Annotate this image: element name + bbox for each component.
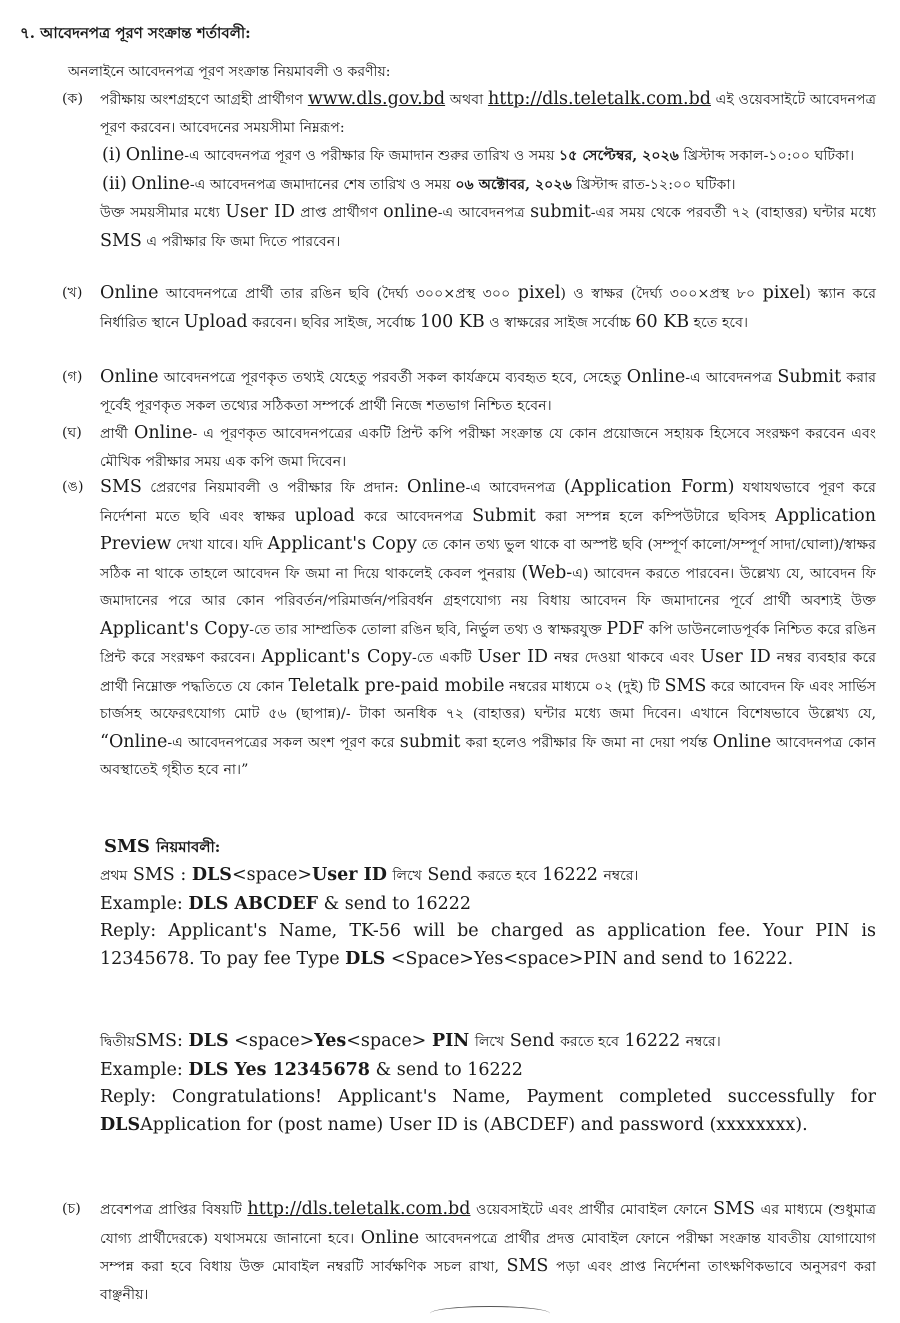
text: দেখা যাবে। যদি bbox=[176, 537, 263, 553]
term: online bbox=[383, 202, 438, 222]
item-marker: (ক) bbox=[62, 91, 83, 107]
term: (Application Form) bbox=[563, 477, 735, 497]
text: এ পরীক্ষার ফি জমা দিতে পারবেন। bbox=[146, 233, 341, 250]
code: Yes bbox=[314, 1031, 347, 1051]
text: নম্বরে। bbox=[685, 1034, 721, 1050]
term: Application Preview bbox=[100, 505, 876, 554]
sms-label: SMS : bbox=[132, 865, 187, 885]
term: User ID bbox=[700, 647, 771, 667]
item-marker: (গ) bbox=[62, 369, 83, 385]
first-sms-example bbox=[100, 891, 876, 919]
term: Online bbox=[712, 731, 772, 752]
section-heading: ৭. আবেদনপত্র পূরণ সংক্রান্ত শর্তাবলী: bbox=[20, 24, 251, 42]
text: যথাযথভাবে পূরণ করে নির্দেশনা মতে ছবি এবং স্বাক্ষর bbox=[100, 480, 876, 525]
term: SMS bbox=[100, 230, 142, 251]
text: হতে হবে। bbox=[693, 314, 749, 331]
sms-label: SMS: bbox=[135, 1031, 183, 1051]
text: -তে একটি bbox=[411, 650, 472, 666]
website-link[interactable]: www.dls.gov.bd bbox=[307, 89, 446, 109]
text: লিখে bbox=[392, 868, 422, 884]
item-marker: (চ) bbox=[62, 1201, 81, 1217]
term: Submit bbox=[777, 367, 842, 387]
text: প্রবেশপত্র প্রাপ্তির বিষয়টি bbox=[100, 1202, 242, 1218]
text: করে আবেদন ফি এবং সার্ভিস চার্জসহ অফেরৎযোগ্য মোট ৫৬ (ছাপান্ন)/- টাকা অনধিক ৭২ (বাহাত্তর) ঘন্টার মধ্যে জমা দিবেন। এখানে বিশেষভাবে উল্লেখ্য যে, bbox=[100, 678, 877, 722]
text: নম্বরে। bbox=[603, 868, 639, 884]
text: এ) আবেদন করতে পারবেন। উল্লেখ্য যে, আবেদন ফি জমাদানের পরে আর কোন পরিবর্তন/পরিমার্জন/পরিবর্ধন গ্রহণযোগ্য নয় বিধায় আবেদন ফি জমাদানের পূর্বে প্রার্থী অবশ্যই উক্ত bbox=[100, 565, 877, 609]
first-sms-reply bbox=[100, 918, 876, 973]
term: pixel bbox=[762, 283, 806, 303]
label: প্রথম bbox=[100, 868, 128, 884]
teletalk-link[interactable]: http://dls.teletalk.com.bd bbox=[487, 89, 711, 109]
fee-note bbox=[100, 199, 876, 256]
item-text: এই ওয়েবসাইটে আবেদনপত্র পূরণ করবেন। আবেদনের সময়সীমা নিম্নরূপ: bbox=[100, 92, 876, 136]
text: ) ও স্বাক্ষর (দৈর্ঘ্য ৩০০×প্রস্থ ৮০ bbox=[560, 286, 756, 302]
text: ওয়েবসাইটে এবং প্রার্থীর মোবাইল ফোনে bbox=[476, 1202, 708, 1218]
second-sms-instruction bbox=[100, 1028, 876, 1057]
text: আবেদনপত্রে প্রার্থীর প্রদত্ত মোবাইল ফোনে পরীক্ষা সংক্রান্ত যাবতীয় যোগাযোগ সম্পন্ন করা হবে বিধায় উক্ত মোবাইল নম্বরটি সার্বক্ষণিক সচল রাখা, bbox=[100, 1230, 876, 1275]
reply-text: Reply: Applicant's Name, TK-56 will be charged as application fee. Your PIN is 12345678. To pay fee Type bbox=[100, 921, 876, 969]
item-marker: (খ) bbox=[62, 285, 83, 301]
teletalk-link[interactable]: http://dls.teletalk.com.bd bbox=[247, 1199, 471, 1219]
second-sms-block bbox=[100, 1028, 876, 1139]
term: User ID bbox=[477, 647, 549, 667]
text: Send bbox=[509, 1031, 555, 1051]
page-edge-mark bbox=[430, 1306, 550, 1321]
space-token: <space> bbox=[234, 1031, 315, 1051]
sms-word: SMS bbox=[104, 836, 150, 857]
term: pixel bbox=[517, 283, 561, 303]
text: করার পূর্বেই পূরণকৃত সকল তথ্যের সঠিকতা সম্পর্কে প্রার্থী নিজে শতভাগ নিশ্চিত হবেন। bbox=[100, 370, 877, 414]
text: Send bbox=[427, 865, 473, 885]
term: Applicant's Copy bbox=[267, 534, 417, 554]
text: ও স্বাক্ষরের সাইজ সর্বোচ্চ bbox=[489, 314, 631, 331]
intro-line: অনলাইনে আবেদনপত্র পূরণ সংক্রান্ত নিয়মাবলী ও করণীয়: bbox=[68, 64, 391, 80]
example-code: DLS Yes 12345678 bbox=[188, 1059, 370, 1080]
code: PIN bbox=[431, 1031, 470, 1051]
text: -এ আবেদনপত্রের সকল অংশ পূরণ করে bbox=[167, 734, 395, 751]
text: আবেদনপত্রে পূরণকৃত তথ্যই যেহেতু পরবর্তী সকল কার্যক্রমে ব্যবহৃত হবে, সেহেতু bbox=[163, 370, 622, 386]
text: উক্ত সময়সীমার মধ্যে bbox=[100, 205, 220, 221]
text: -এর সময় থেকে পরবর্তী ৭২ (বাহাত্তর) ঘন্টার মধ্যে bbox=[590, 205, 877, 221]
text: আবেদনপত্রে প্রার্থী তার রঙিন ছবি (দৈর্ঘ্য ৩০০×প্রস্থ ৩০০ bbox=[165, 286, 511, 302]
term: Applicant's Copy bbox=[100, 618, 250, 639]
text: প্রেরণের নিয়মাবলী ও পরীক্ষার ফি প্রদান: bbox=[150, 480, 399, 496]
term: 100 KB bbox=[419, 311, 485, 332]
text: -এ আবেদনপত্র bbox=[465, 480, 556, 496]
text: আবেদনপত্র কোন অবস্থাতেই গৃহীত হবে না।” bbox=[100, 734, 876, 778]
space-token: <space> bbox=[231, 865, 313, 885]
label: (i) bbox=[102, 145, 122, 165]
term: Submit bbox=[472, 505, 536, 526]
text: - এ পূরণকৃত আবেদনপত্রের একটি প্রিন্ট কপি পরীক্ষা সংক্রান্ত যে কোন প্রয়োজনে সহায়ক হিসেবে সংরক্ষণ করবেন এবং মৌখিক পরীক্ষার সময় এক কপি জমা দিবেন। bbox=[100, 426, 876, 470]
text: -এ আবেদনপত্র bbox=[437, 205, 525, 221]
reply-tail: Application for (post name) User ID is (ABCDEF) and password (xxxxxxxx). bbox=[140, 1114, 808, 1135]
rules-word: নিয়মাবলী: bbox=[156, 838, 221, 856]
term: SMS bbox=[713, 1199, 756, 1219]
term: Online bbox=[626, 367, 686, 387]
item-text: পরীক্ষায় অংশগ্রহণে আগ্রহী প্রার্থীগণ bbox=[100, 92, 304, 108]
example-label: Example: bbox=[100, 1059, 183, 1080]
text: করবেন। ছবির সাইজ, সর্বোচ্চ bbox=[252, 314, 416, 331]
deadline-i bbox=[100, 142, 876, 171]
label: (ii) bbox=[102, 173, 127, 194]
item-text: অথবা bbox=[449, 92, 484, 108]
text: নম্বর ব্যবহার করে প্রার্থী নিম্নোক্ত পদ্ধতিতে যে কোন bbox=[100, 650, 877, 695]
first-sms-block bbox=[100, 862, 876, 973]
term: Online bbox=[407, 477, 466, 497]
text: কপি ডাউনলোডপূর্বক নিশ্চিত করে রঙিন প্রিন্ট করে সংরক্ষণ করবেন। bbox=[100, 621, 877, 666]
code: User ID bbox=[312, 865, 387, 885]
example-label: Example: bbox=[100, 893, 183, 914]
term: SMS bbox=[506, 1256, 549, 1276]
term: Online bbox=[133, 423, 193, 443]
text: করে আবেদনপত্র bbox=[364, 508, 463, 525]
text: করা সম্পন্ন হলে কম্পিউটারে ছবিসহ bbox=[545, 508, 766, 525]
term: submit bbox=[530, 202, 591, 222]
term: PDF bbox=[606, 618, 645, 639]
sms-rules-heading bbox=[104, 836, 220, 861]
deadline-ii bbox=[100, 171, 876, 200]
term: Upload bbox=[183, 311, 248, 332]
number: 16222 bbox=[624, 1031, 681, 1051]
code: DLS bbox=[188, 1031, 229, 1051]
text: -তে তার সাম্প্রতিক তোলা রঙিন ছবি, নির্ভুল তথ্য ও স্বাক্ষরযুক্ত bbox=[249, 621, 602, 638]
text: -এ আবেদনপত্র জমাদানের শেষ তারিখ ও সময় bbox=[189, 176, 451, 193]
text: প্রার্থী bbox=[100, 426, 128, 442]
term: Online bbox=[100, 367, 159, 387]
text: করতে হবে bbox=[477, 868, 537, 884]
text: নম্বরের মাধ্যমে ০২ (দুই) টি bbox=[509, 678, 660, 695]
term: (Web- bbox=[521, 562, 573, 583]
code: DLS bbox=[100, 1114, 141, 1135]
text: প্রাপ্ত প্রার্থীগণ bbox=[300, 205, 378, 221]
term: 60 KB bbox=[635, 311, 690, 332]
first-sms-instruction bbox=[100, 862, 876, 891]
term: Teletalk pre-paid mobile bbox=[288, 675, 505, 696]
code: DLS bbox=[345, 948, 386, 969]
term: “Online bbox=[100, 731, 168, 752]
example-code: DLS ABCDEF bbox=[188, 893, 319, 914]
text: -এ আবেদনপত্র bbox=[685, 370, 773, 386]
text: করতে হবে bbox=[560, 1034, 619, 1050]
item-marker: (ঘ) bbox=[62, 425, 82, 441]
start-date: ১৫ সেপ্টেম্বর, ২০২৬ bbox=[558, 148, 680, 164]
second-sms-example bbox=[100, 1057, 876, 1085]
text: খ্রিস্টাব্দ রাত-১২:০০ ঘটিকা। bbox=[576, 176, 736, 193]
number: 16222 bbox=[542, 865, 598, 885]
label: দ্বিতীয় bbox=[100, 1034, 136, 1050]
text: ) স্ক্যান করে নির্ধারিত স্থানে bbox=[100, 286, 876, 331]
term: upload bbox=[294, 505, 355, 526]
item-marker: (ঙ) bbox=[62, 479, 84, 495]
end-date: ০৬ অক্টোবর, ২০২৬ bbox=[455, 176, 572, 193]
text: -এ আবেদনপত্র পূরণ ও পরীক্ষার ফি জমাদান শুরুর তারিখ ও সময় bbox=[184, 148, 555, 164]
term: Online bbox=[100, 283, 159, 303]
term: submit bbox=[399, 731, 461, 752]
example-tail: & send to 16222 bbox=[323, 893, 471, 914]
text: পড়া এবং প্রাপ্ত নির্দেশনা তাৎক্ষণিকভাবে অনুসরণ করা বাঞ্ছনীয়। bbox=[100, 1259, 876, 1303]
term: SMS bbox=[664, 675, 707, 696]
term: Online bbox=[360, 1227, 420, 1248]
term: Applicant's Copy bbox=[261, 647, 412, 667]
example-tail: & send to 16222 bbox=[375, 1059, 523, 1080]
text: করা হলেও পরীক্ষার ফি জমা না দেয়া পর্যন্ত bbox=[465, 734, 708, 751]
second-sms-reply bbox=[100, 1084, 876, 1139]
reply-text: Reply: Congratulations! Applicant's Name, Payment completed successfully for bbox=[100, 1087, 876, 1107]
term: Online bbox=[131, 173, 190, 194]
space-token: <space> bbox=[346, 1031, 427, 1051]
code: DLS bbox=[191, 865, 232, 885]
text: খ্রিস্টাব্দ সকাল-১০:০০ ঘটিকা। bbox=[683, 148, 855, 164]
term: SMS bbox=[100, 477, 142, 497]
text: তে কোন তথ্য ভুল থাকে বা অস্পষ্ট ছবি (সম্পূর্ণ কালো/সম্পূর্ণ সাদা/ঘোলা)/স্বাক্ষর সঠিক না থাকে তাহলে আবেদন ফি জমা না দিয়ে থাকলেই কেবল পুনরায় bbox=[100, 537, 876, 582]
text: নম্বর দেওয়া থাকবে এবং bbox=[554, 650, 695, 666]
text: এর মাধ্যমে (শুধুমাত্র যোগ্য প্রার্থীদেরকে) যথাসময়ে জানানো হবে। bbox=[100, 1202, 876, 1247]
term: User ID bbox=[225, 202, 295, 222]
term: Online bbox=[125, 145, 185, 165]
reply-tail: <Space>Yes<space>PIN and send to 16222. bbox=[390, 948, 794, 969]
text: লিখে bbox=[474, 1034, 505, 1050]
